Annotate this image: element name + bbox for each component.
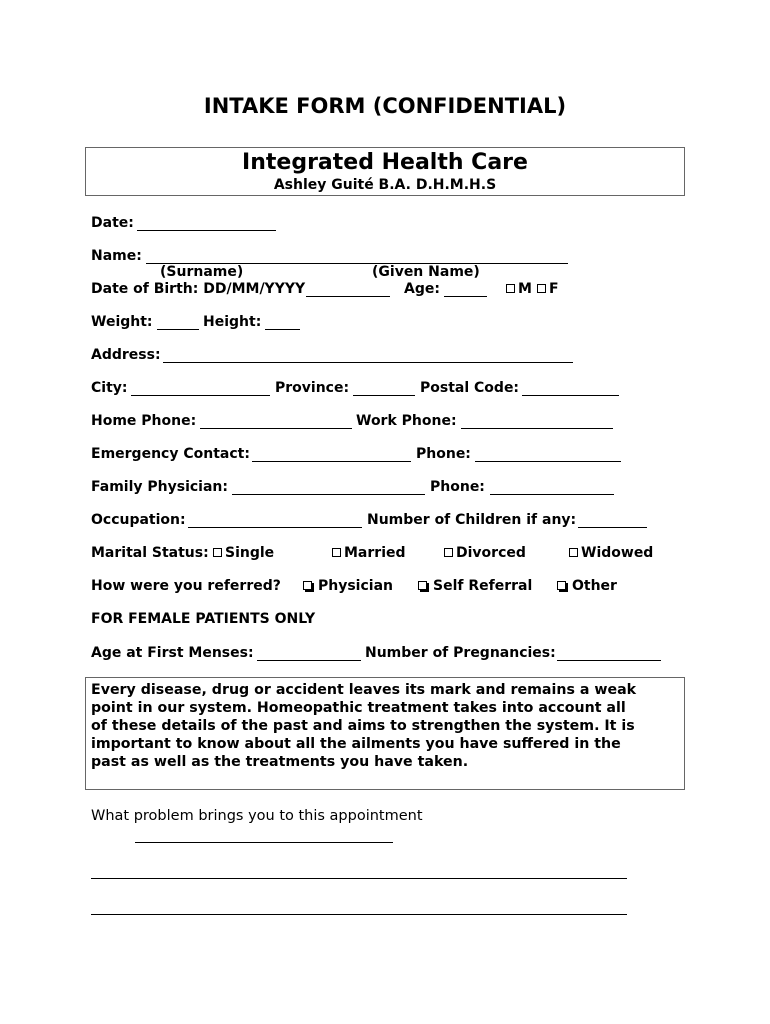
- sex-m-option[interactable]: [506, 281, 532, 297]
- dob-label: Date of Birth: DD/MM/YYYY: [91, 281, 306, 297]
- other-checkbox[interactable]: [557, 581, 566, 590]
- dob-field[interactable]: [306, 296, 390, 297]
- married-checkbox[interactable]: [332, 548, 341, 557]
- notice-text: [91, 681, 636, 771]
- appointment-question: What problem brings you to this appointment: [91, 808, 423, 824]
- work-phone-field[interactable]: [461, 428, 613, 429]
- sex-f-label: F: [549, 281, 559, 297]
- marital-status-label: Marital Status:: [91, 545, 209, 561]
- physician-phone-label: Phone:: [430, 479, 485, 495]
- first-menses-field[interactable]: [257, 660, 361, 661]
- married-label: Married: [344, 545, 406, 561]
- notice-line: past as well as the treatments you have taken.: [91, 754, 469, 770]
- form-title: INTAKE FORM (CONFIDENTIAL): [203, 94, 567, 118]
- emergency-phone-label: Phone:: [416, 446, 471, 462]
- marital-divorced-option[interactable]: [444, 545, 526, 561]
- occupation-label: Occupation:: [91, 512, 186, 528]
- work-phone-label: Work Phone:: [356, 413, 457, 429]
- physician-label: Physician: [318, 578, 393, 594]
- emergency-contact-field[interactable]: [252, 461, 411, 462]
- age-field[interactable]: [444, 296, 487, 297]
- answer-line-2[interactable]: [91, 878, 627, 879]
- weight-field[interactable]: [157, 329, 199, 330]
- address-field[interactable]: [163, 362, 573, 363]
- height-field[interactable]: [265, 329, 300, 330]
- given-name-caption: (Given Name): [372, 264, 480, 280]
- home-phone-label: Home Phone:: [91, 413, 197, 429]
- marital-widowed-option[interactable]: [569, 545, 653, 561]
- pregnancies-field[interactable]: [557, 660, 661, 661]
- home-phone-field[interactable]: [200, 428, 352, 429]
- notice-line: important to know about all the ailments you have suffered in the: [91, 736, 621, 752]
- single-label: Single: [225, 545, 275, 561]
- widowed-label: Widowed: [581, 545, 654, 561]
- weight-label: Weight:: [91, 314, 153, 330]
- widowed-checkbox[interactable]: [569, 548, 578, 557]
- notice-line: of these details of the past and aims to strengthen the system. It is: [91, 718, 635, 734]
- name-label: Name:: [91, 248, 142, 264]
- practitioner-name: Ashley Guité B.A. D.H.M.H.S: [273, 177, 497, 193]
- answer-line-1[interactable]: [135, 842, 393, 843]
- physician-phone-field[interactable]: [490, 494, 614, 495]
- children-label: Number of Children if any:: [367, 512, 577, 528]
- occupation-field[interactable]: [188, 527, 362, 528]
- pregnancies-label: Number of Pregnancies:: [365, 645, 556, 661]
- notice-box: [85, 677, 685, 790]
- date-field[interactable]: [137, 230, 276, 231]
- clinic-name: Integrated Health Care: [242, 150, 528, 175]
- divorced-checkbox[interactable]: [444, 548, 453, 557]
- single-checkbox[interactable]: [213, 548, 222, 557]
- age-label: Age:: [404, 281, 440, 297]
- first-menses-label: Age at First Menses:: [91, 645, 254, 661]
- sex-f-checkbox[interactable]: [537, 284, 546, 293]
- notice-line: Every disease, drug or accident leaves its mark and remains a weak: [91, 682, 637, 698]
- surname-caption: (Surname): [160, 264, 244, 280]
- marital-married-option[interactable]: [332, 545, 406, 561]
- postal-code-field[interactable]: [522, 395, 619, 396]
- divorced-label: Divorced: [456, 545, 526, 561]
- female-patients-heading: FOR FEMALE PATIENTS ONLY: [91, 611, 316, 627]
- other-label: Other: [572, 578, 617, 594]
- notice-line: point in our system. Homeopathic treatment takes into account all: [91, 700, 626, 716]
- address-label: Address:: [91, 347, 161, 363]
- header-box: [85, 147, 685, 196]
- sex-f-option[interactable]: [537, 281, 559, 297]
- self-referral-checkbox[interactable]: [418, 581, 427, 590]
- physician-checkbox[interactable]: [303, 581, 312, 590]
- marital-single-option[interactable]: [213, 545, 274, 561]
- referral-label: How were you referred?: [91, 578, 281, 594]
- sex-m-checkbox[interactable]: [506, 284, 515, 293]
- family-physician-field[interactable]: [232, 494, 425, 495]
- referral-physician-option[interactable]: [303, 578, 393, 594]
- answer-line-3[interactable]: [91, 914, 627, 915]
- province-field[interactable]: [353, 395, 415, 396]
- referral-self-option[interactable]: [418, 578, 532, 594]
- height-label: Height:: [203, 314, 262, 330]
- self-referral-label: Self Referral: [433, 578, 533, 594]
- city-label: City:: [91, 380, 128, 396]
- family-physician-label: Family Physician:: [91, 479, 228, 495]
- emergency-contact-label: Emergency Contact:: [91, 446, 250, 462]
- postal-code-label: Postal Code:: [420, 380, 520, 396]
- city-field[interactable]: [131, 395, 270, 396]
- province-label: Province:: [275, 380, 350, 396]
- children-field[interactable]: [578, 527, 647, 528]
- referral-other-option[interactable]: [557, 578, 617, 594]
- sex-m-label: M: [518, 281, 532, 297]
- date-label: Date:: [91, 215, 134, 231]
- emergency-phone-field[interactable]: [475, 461, 621, 462]
